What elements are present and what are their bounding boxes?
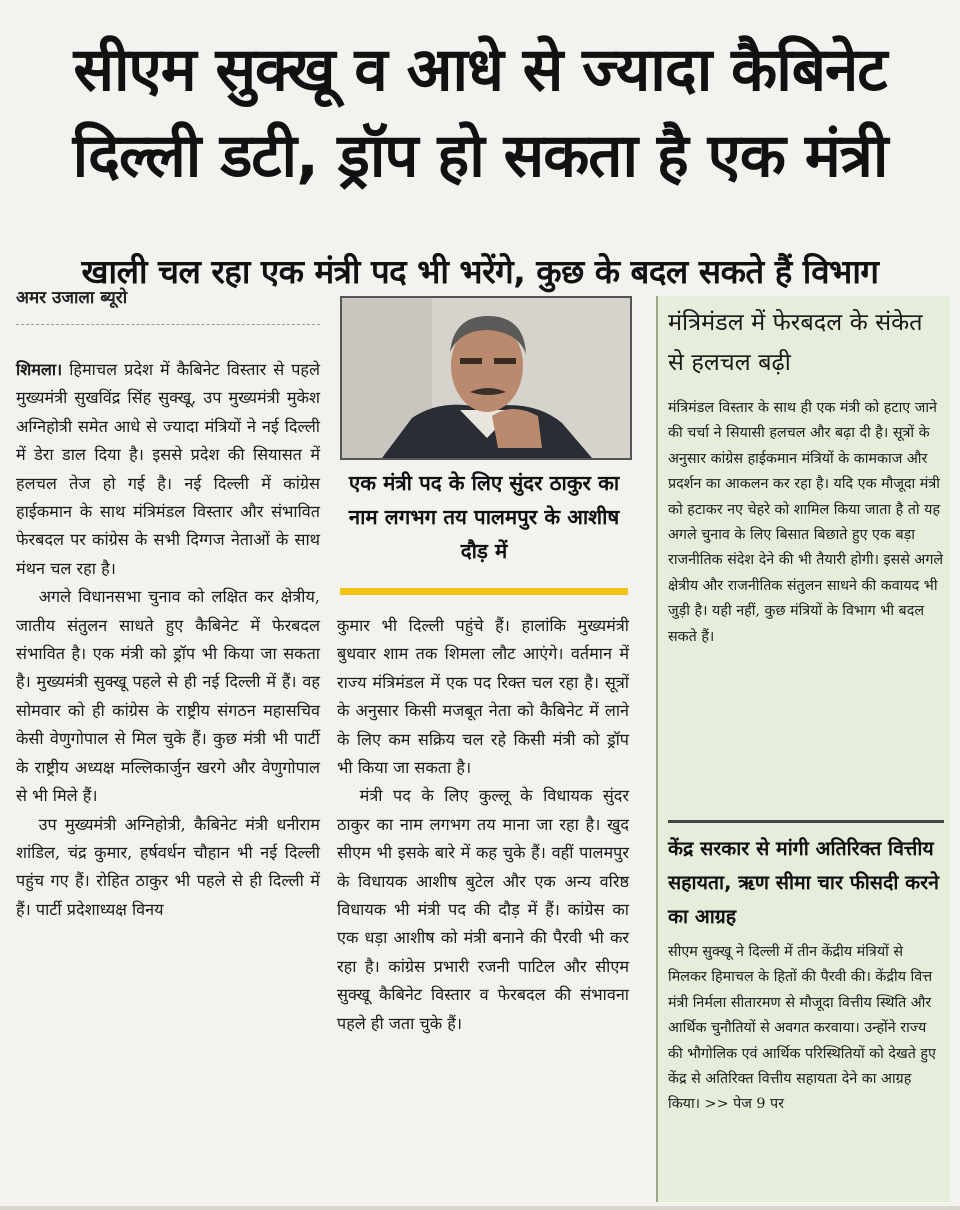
article-column-1 (16, 356, 320, 924)
dateline: शिमला। (16, 360, 63, 379)
headline-line-2: दिल्ली डटी, ड्रॉप हो सकता है एक मंत्री (72, 121, 888, 191)
article-paragraph-4: कुमार भी दिल्ली पहुंचे हैं। हालांकि मुख्यमंत्री बुधवार शाम तक शिमला लौट आएंगे। वर्तमान में राज्य मंत्रिमंडल में एक पद रिक्त चल रहा है। सूत्रों के अनुसार किसी मजबूत नेता को कैबिनेट में लाने के लिए कम सक्रिय चल रहे किसी मंत्री को ड्रॉप भी किया जा सकता है। (337, 616, 629, 778)
byline: अमर उजाला ब्यूरो (16, 284, 320, 325)
sidebar-heading-2: केंद्र सरकार से मांगी अतिरिक्त वित्तीय सहायता, ऋण सीमा चार फीसदी करने का आग्रह (668, 837, 939, 928)
article-paragraph-2: अगले विधानसभा चुनाव को लक्षित कर क्षेत्रीय, जातीय संतुलन साधते हुए कैबिनेट में फेरबदल संभावित है। एक मंत्री को ड्रॉप भी किया जा सकता है। मुख्यमंत्री सुक्खू पहले से ही नई दिल्ली में हैं। वह सोमवार को ही कांग्रेस के राष्ट्रीय संगठन महासचिव केसी वेणुगोपाल से मिल चुके हैं। कुछ मंत्री भी पार्टी के राष्ट्रीय अध्यक्ष मल्लिकार्जुन खरगे और वेणुगोपाल से भी मिले हैं। (16, 587, 320, 806)
sidebar-text-1: मंत्रिमंडल विस्तार के साथ ही एक मंत्री को हटाए जाने की चर्चा ने सियासी हलचल और बढ़ा दी है। सूत्रों के अनुसार कांग्रेस हाईकमान मंत्रियों के कामकाज और प्रदर्शन का आकलन कर रहा है। यदि एक मौजूदा मंत्री को हटाकर नए चेहरे को शामिल किया जाता है तो यह अगले चुनाव के लिए बिसात बिछाते हुए एक बड़ा राजनीतिक संदेश देने की भी तैयारी होगी। इससे अगले क्षेत्रीय और राजनीतिक संतुलन साधने की कवायद भी जुड़ी है। यही नहीं, कुछ मंत्रियों के विभाग भी बदल सकते हैं। (668, 400, 944, 645)
cm-portrait-photo (340, 296, 632, 460)
sidebar-divider (668, 820, 944, 823)
sidebar-box (656, 296, 950, 1202)
subheadline: खाली चल रहा एक मंत्री पद भी भरेंगे, कुछ के बदल सकते हैं विभाग (81, 252, 879, 292)
article-column-2 (337, 612, 629, 1038)
pull-quote: एक मंत्री पद के लिए सुंदर ठाकुर का नाम लगभग तय पालमपुर के आशीष दौड़ में (348, 471, 620, 563)
article-paragraph-1 (16, 356, 320, 583)
portrait-photo-icon (342, 298, 630, 458)
accent-rule (340, 588, 628, 595)
sidebar-heading-1: मंत्रिमंडल में फेरबदल के संकेत से हलचल बढ़ी (668, 308, 923, 376)
headline-line-1: सीएम सुक्खू व आधे से ज्यादा कैबिनेट (73, 35, 887, 105)
page-bottom-edge (0, 1206, 960, 1210)
article-paragraph-5: मंत्री पद के लिए कुल्लू के विधायक सुंदर ठाकुर का नाम लगभग तय माना जा रहा है। खुद सीएम भी इसके बारे में कह चुके हैं। वहीं पालमपुर के विधायक आशीष बुटेल और एक अन्य वरिष्ठ विधायक भी मंत्री पद की दौड़ में हैं। कांग्रेस का एक धड़ा आशीष को मंत्री बनाने की पैरवी भी कर रहा है। कांग्रेस प्रभारी रजनी पाटिल और सीएम सुक्खू कैबिनेट विस्तार व फेरबदल की संभावना पहले ही जता चुके हैं। (337, 786, 629, 1033)
sidebar-text-2: सीएम सुक्खू ने दिल्ली में तीन केंद्रीय मंत्रियों से मिलकर हिमाचल के हितों की पैरवी की। केंद्रीय वित्त मंत्री निर्मला सीतारमण से मौजूदा वित्तीय स्थिति और आर्थिक चुनौतियों से अवगत करवाया। उन्होंने राज्य की भौगोलिक एवं आर्थिक परिस्थितियों को देखते हुए केंद्र से अतिरिक्त वित्तीय सहायता देने का आग्रह किया। >> पेज 9 पर (668, 944, 936, 1113)
article-paragraph-1-text: हिमाचल प्रदेश में कैबिनेट विस्तार से पहले मुख्यमंत्री सुखविंद्र सिंह सुक्खू, उप मुख्यमंत्री मुकेश अग्निहोत्री समेत आधे से ज्यादा मंत्रियों ने नई दिल्ली में डेरा डाल दिया है। इससे प्रदेश की सियासत में हलचल तेज हो गई है। नई दिल्ली में कांग्रेस हाईकमान के साथ मंत्रिमंडल विस्तार और संभावित फेरबदल पर कांग्रेस के सभी दिग्गज नेताओं के साथ मंथन चल रहा है। (16, 360, 320, 578)
article-paragraph-3: उप मुख्यमंत्री अग्निहोत्री, कैबिनेट मंत्री धनीराम शांडिल, चंद्र कुमार, हर्षवर्धन चौहान भी नई दिल्ली पहुंच गए हैं। रोहित ठाकुर भी पहले से ही दिल्ली में हैं। पार्टी प्रदेशाध्यक्ष विनय (16, 814, 320, 919)
